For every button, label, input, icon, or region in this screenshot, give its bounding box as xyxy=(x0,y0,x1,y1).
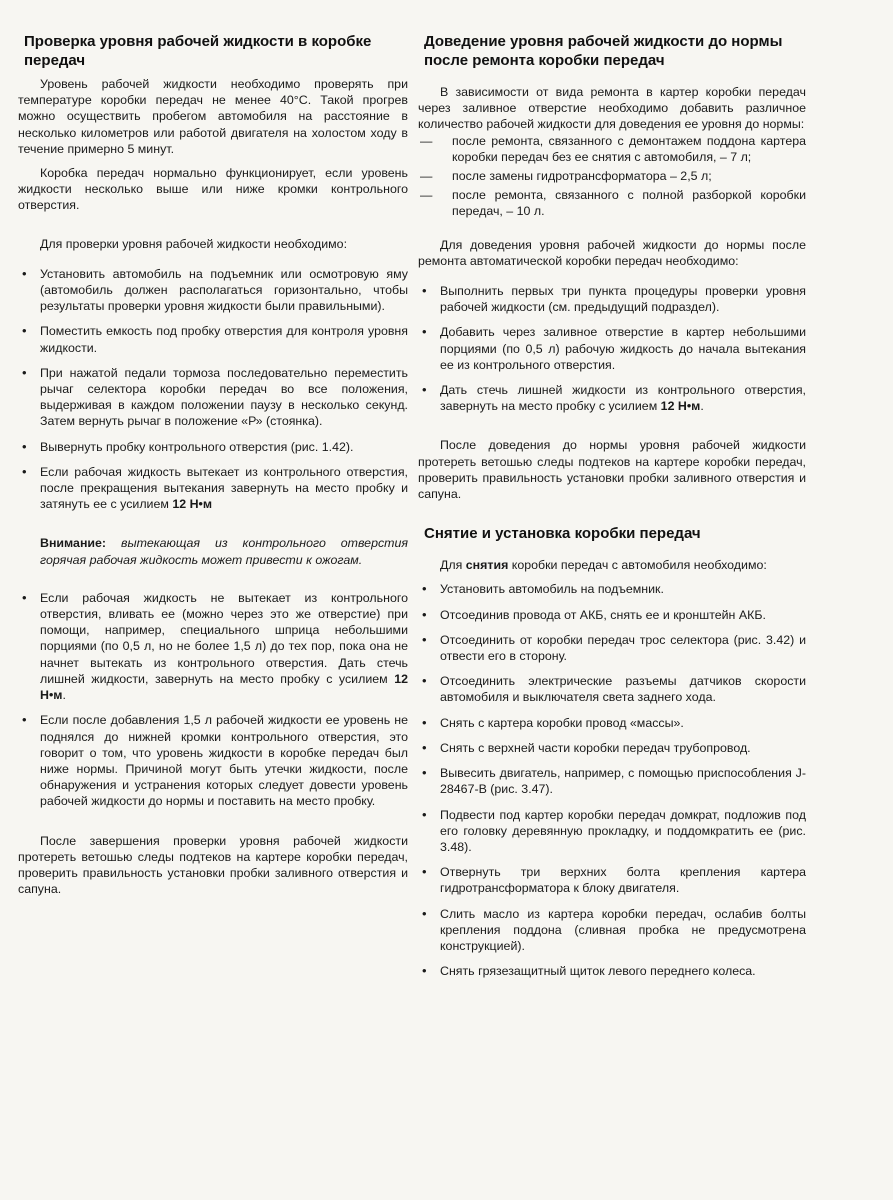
paragraph: Для доведения уровня рабочей жидкости до нормы после ремонта автоматической коробки передач необходимо: xyxy=(418,237,806,268)
list-item: • Слить масло из картера коробки передач, ослабив болты крепления поддона (сливная пробка не предусмотрена конструкцией). xyxy=(418,906,806,955)
torque-value: 12 Н•м xyxy=(172,497,213,512)
item-end: . xyxy=(700,399,704,414)
paragraph: Уровень рабочей жидкости необходимо проверять при температуре коробки передач не менее 40°С. Такой прогрев можно осуществить пробегом автомобиля на расстояние в несколько километров или работой двигателя на холостом ходу в течение примерно 5 минут. xyxy=(18,77,408,156)
list-item: • Установить автомобиль на подъемник. xyxy=(418,581,806,597)
bullet-list xyxy=(18,590,408,810)
text-part: Для xyxy=(440,558,466,573)
bold-word: снятия xyxy=(465,558,509,573)
item-text: Дать стечь лишней жидкости из контрольного отверстия, завернуть на место пробку с усилием xyxy=(440,383,806,414)
list-item: — после ремонта, связанного с полной разборкой коробки передач, – 10 л. xyxy=(418,187,806,219)
list-item: • Вывернуть пробку контрольного отверстия (рис. 1.42). xyxy=(18,439,408,455)
item-text: Если рабочая жидкость не вытекает из контрольного отверстия, вливать ее (можно через это же отверстие) при помощи, например, специального шприца небольшими порциями (по 0,5 л, но не более 1,5 л) до тех пор, пока она не начнет вытекать из контрольного отверстия. Дать стечь лишней жидкости, завернуть на место пробку с усилием xyxy=(40,590,408,686)
list-item: • Отсоединив провода от АКБ, снять ее и кронштейн АКБ. xyxy=(418,607,806,623)
list-item: • Отсоединить электрические разъемы датчиков скорости автомобиля и выключателя света заднего хода. xyxy=(418,673,806,705)
list-item xyxy=(18,464,408,513)
text-part: коробки передач с автомобиля необходимо: xyxy=(508,558,767,573)
list-item: • При нажатой педали тормоза последовательно переместить рычаг селектора коробки передач во все положения, выдерживая в каждом положении паузу в несколько секунд. Затем вернуть рычаг в положение «Р» (стоянка). xyxy=(18,365,408,430)
bullet-list xyxy=(418,581,806,979)
section-title-check-level: Проверка уровня рабочей жидкости в коробке передач xyxy=(24,33,372,69)
torque-value: 12 Н•м xyxy=(40,671,408,703)
list-item: • Снять с картера коробки провод «массы». xyxy=(418,715,806,731)
bullet-list xyxy=(418,283,806,414)
list-item: • Вывесить двигатель, например, с помощью приспособления J-28467-B (рис. 3.47). xyxy=(418,765,806,797)
list-item: • Добавить через заливное отверстие в картер небольшими порциями (по 0,5 л) рабочую жидкость до начала вытекания ее из контрольного отверстия. xyxy=(418,324,806,373)
paragraph: В зависимости от вида ремонта в картер коробки передач через заливное отверстие необходимо добавить различное количество рабочей жидкости для доведения ее уровня до нормы: xyxy=(418,85,806,132)
left-column xyxy=(18,32,408,897)
paragraph: После доведения до нормы уровня рабочей жидкости протереть ветошью следы подтеков на картере коробки передач, проверить правильность установки пробки заливного отверстия и сапуна. xyxy=(418,438,806,502)
dash-list xyxy=(418,133,806,220)
section-title-removal: Снятие и установка коробки передач xyxy=(424,525,701,543)
list-item: • Поместить емкость под пробку отверстия для контроля уровня жидкости. xyxy=(18,323,408,355)
bullet-list xyxy=(18,266,408,513)
list-item: — после ремонта, связанного с демонтажем поддона картера коробки передач без ее снятия с автомобиля, – 7 л; xyxy=(418,133,806,165)
list-item xyxy=(418,382,806,414)
list-item: • Снять грязезащитный щиток левого переднего колеса. xyxy=(418,963,806,979)
list-item: • Отвернуть три верхних болта крепления картера гидротрансформатора к блоку двигателя. xyxy=(418,864,806,896)
list-item xyxy=(18,590,408,703)
list-item: • Отсоединить от коробки передач трос селектора (рис. 3.42) и отвести его в сторону. xyxy=(418,632,806,664)
item-end: . xyxy=(62,688,66,703)
paragraph: Для проверки уровня рабочей жидкости необходимо: xyxy=(40,236,348,251)
torque-value: 12 Н•м xyxy=(660,399,701,414)
section-title-fill-level: Доведение уровня рабочей жидкости до нормы после ремонта коробки передач xyxy=(424,33,783,69)
list-item: • Выполнить первых три пункта процедуры проверки уровня рабочей жидкости (см. предыдущий подраздел). xyxy=(418,283,806,315)
list-item: — после замены гидротрансформатора – 2,5 л; xyxy=(418,168,806,184)
list-item: • Снять с верхней части коробки передач трубопровод. xyxy=(418,740,806,756)
warning-label: Внимание: xyxy=(40,536,107,551)
warning-text: вытекающая из контрольного отверстия горячая рабочая жидкость может привести к ожогам. xyxy=(40,536,408,567)
list-item: • Если после добавления 1,5 л рабочей жидкости ее уровень не поднялся до нижней кромки контрольного отверстия, это говорит о том, что уровень жидкости в коробке передач был ниже нормы. Причиной могут быть утечки жидкости, после обнаружения и устранения которых следует довести уровень рабочей жидкости до нормы и поставить на место пробку. xyxy=(18,712,408,809)
right-column xyxy=(418,32,806,988)
list-item: • Установить автомобиль на подъемник или осмотровую яму (автомобиль должен располагаться горизонтально, чтобы результаты проверки уровня жидкости были правильными). xyxy=(18,266,408,315)
paragraph: Коробка передач нормально функционирует, если уровень жидкости несколько выше или ниже кромки контрольного отверстия. xyxy=(18,166,408,213)
warning-note xyxy=(18,535,408,567)
paragraph xyxy=(418,557,806,573)
item-text: Если рабочая жидкость вытекает из контрольного отверстия, после прекращения вытекания завернуть на место пробку и затянуть ее с усилием xyxy=(40,464,408,512)
list-item: • Подвести под картер коробки передач домкрат, подложив под его головку деревянную прокладку, и поддомкратить ее (рис. 3.48). xyxy=(418,807,806,856)
paragraph: После завершения проверки уровня рабочей жидкости протереть ветошью следы подтеков на картере коробки передач, проверить правильность установки пробки заливного отверстия и сапуна. xyxy=(18,833,408,897)
